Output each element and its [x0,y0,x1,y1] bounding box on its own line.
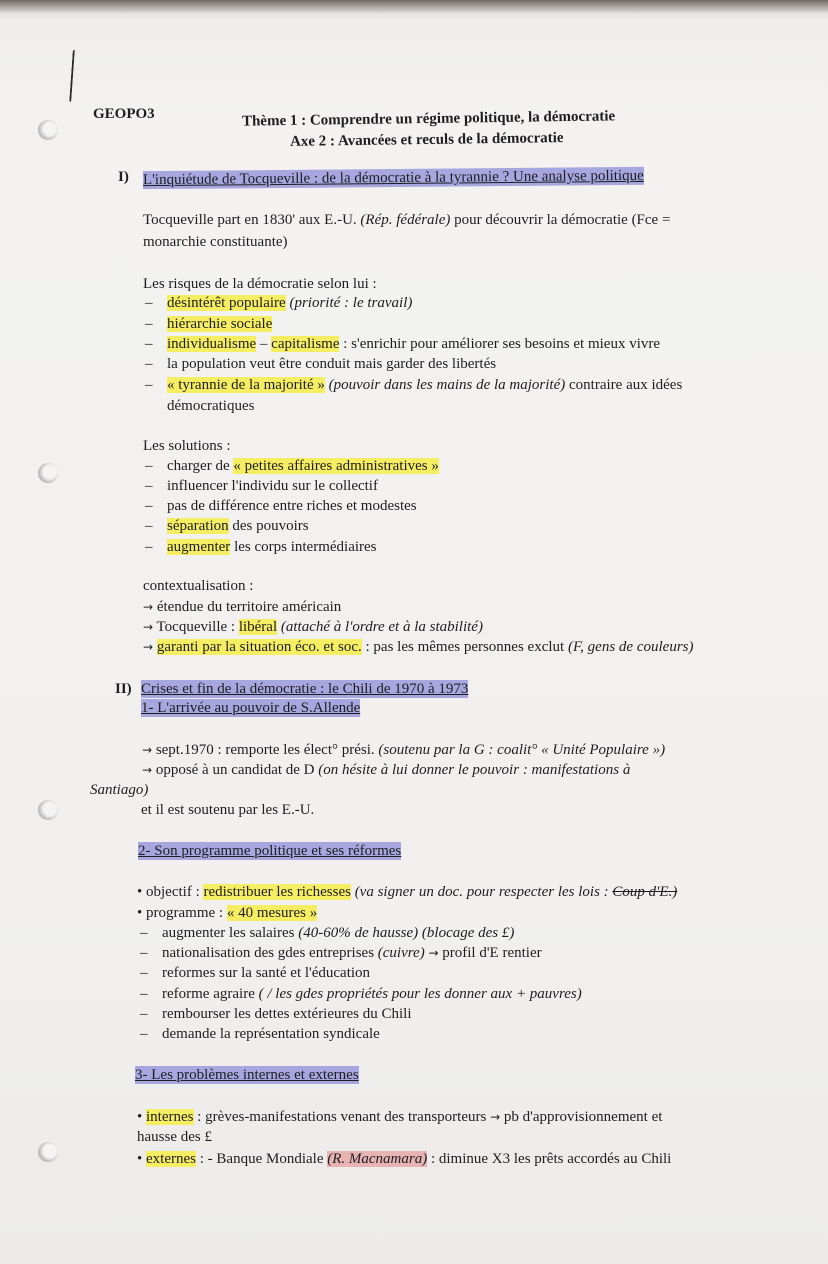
risk-item: la population veut être conduit mais garder des libertés [167,356,497,372]
context-item: → Tocqueville : libéral (attaché à l'ordre et à la stabilité) [143,619,483,635]
problems-external: • externes : - Banque Mondiale (R. Macnamara) : diminue X3 les prêts accordés au Chili [137,1151,672,1167]
program-label: • programme : « 40 mesures » [137,905,318,921]
allende-item: → sept.1970 : remporte les élect° prési. (soutenu par la G : coalit° « Unité Populaire ») [142,742,666,758]
risks-title: Les risques de la démocratie selon lui : [143,276,377,292]
dash-icon: – [145,498,153,514]
allende-item: → opposé à un candidat de D (on hésite à lui donner le pouvoir : manifestations à [142,762,631,778]
punch-hole-icon [38,1142,58,1162]
dash-icon: – [145,316,153,332]
dash-icon: – [145,356,153,372]
section-1-number: I) [118,169,129,185]
page-top-shadow [0,0,828,14]
problems-internal: • internes : grèves-manifestations venant des transporteurs → pb d'approvisionnement et [137,1109,663,1125]
arrow-icon: → [428,946,439,960]
problems-internal-cont: hausse des £ [137,1129,212,1145]
arrow-icon: → [490,1110,501,1124]
dash-icon: – [145,478,153,494]
program-item: augmenter les salaires (40-60% de hausse) (blocage des £) [162,925,515,941]
context-title: contextualisation : [143,578,254,594]
intro-line-1: Tocqueville part en 1830' aux E.-U. (Rép. fédérale) pour découvrir la démocratie (Fce = [143,212,671,228]
dash-icon: – [140,945,148,961]
punch-hole-icon [38,800,58,820]
dash-icon: – [140,1006,148,1022]
program-item: nationalisation des gdes entreprises (cuivre) → profil d'E rentier [162,945,542,961]
punch-hole-icon [38,120,58,140]
dash-icon: – [145,336,153,352]
program-item: demande la représentation syndicale [162,1026,380,1042]
risk-item-cont: démocratiques [167,398,255,414]
risk-item: hiérarchie sociale [167,316,273,332]
axe-title: Axe 2 : Avancées et reculs de la démocratie [289,130,564,150]
solution-item: séparation des pouvoirs [167,518,309,534]
dash-icon: – [145,377,153,393]
theme-title: Thème 1 : Comprendre un régime politique, la démocratie [241,108,616,130]
arrow-icon: → [142,763,153,777]
context-item: → étendue du territoire américain [143,599,342,615]
intro-line-2: monarchie constituante) [143,234,288,250]
program-objective: • objectif : redistribuer les richesses (va signer un doc. pour respecter les lois : Coup d'E.) [137,884,678,900]
arrow-icon: → [143,640,154,654]
dash-icon: – [145,458,153,474]
risk-item: individualisme – capitalisme : s'enrichir pour améliorer ses besoins et mieux vivre [167,336,661,352]
program-item: reformes sur la santé et l'éducation [162,965,371,981]
solution-item: influencer l'individu sur le collectif [167,478,378,494]
subsection-3-title: 3- Les problèmes internes et externes [135,1067,359,1083]
solutions-title: Les solutions : [143,438,231,454]
risk-item: « tyrannie de la majorité » (pouvoir dans les mains de la majorité) contraire aux idées [167,377,683,393]
program-item: reforme agraire ( / les gdes propriétés pour les donner aux + pauvres) [162,986,582,1002]
solution-item: pas de différence entre riches et modestes [167,498,417,514]
allende-item: et il est soutenu par les E.-U. [141,802,315,818]
arrow-icon: → [143,600,154,614]
punch-hole-icon [38,463,58,483]
solution-item: augmenter les corps intermédiaires [167,539,377,555]
dash-icon: – [140,965,148,981]
dash-icon: – [145,295,153,311]
dash-icon: – [140,1026,148,1042]
allende-item-cont: Santiago) [90,782,149,798]
section-1-title: L'inquiétude de Tocqueville : de la démocratie à la tyrannie ? Une analyse politique [142,167,644,189]
subsection-2-title: 2- Son programme politique et ses réformes [138,843,402,859]
risk-item: désintérêt populaire (priorité : le travail) [167,295,413,311]
arrow-icon: → [142,743,153,757]
dash-icon: – [145,539,153,555]
arrow-icon: → [143,620,154,634]
program-item: rembourser les dettes extérieures du Chili [162,1006,412,1022]
solution-item: charger de « petites affaires administratives » [167,458,439,474]
dash-icon: – [140,925,148,941]
section-2-number: II) [115,681,132,697]
subsection-1-title: 1- L'arrivée au pouvoir de S.Allende [141,700,361,716]
course-code: GEOPO3 [93,106,155,122]
dash-icon: – [145,518,153,534]
dash-icon: – [140,986,148,1002]
section-2-title: Crises et fin de la démocratie : le Chili de 1970 à 1973 [141,681,469,697]
context-item: → garanti par la situation éco. et soc. : pas les mêmes personnes exclut (F, gens de couleurs) [143,639,694,655]
